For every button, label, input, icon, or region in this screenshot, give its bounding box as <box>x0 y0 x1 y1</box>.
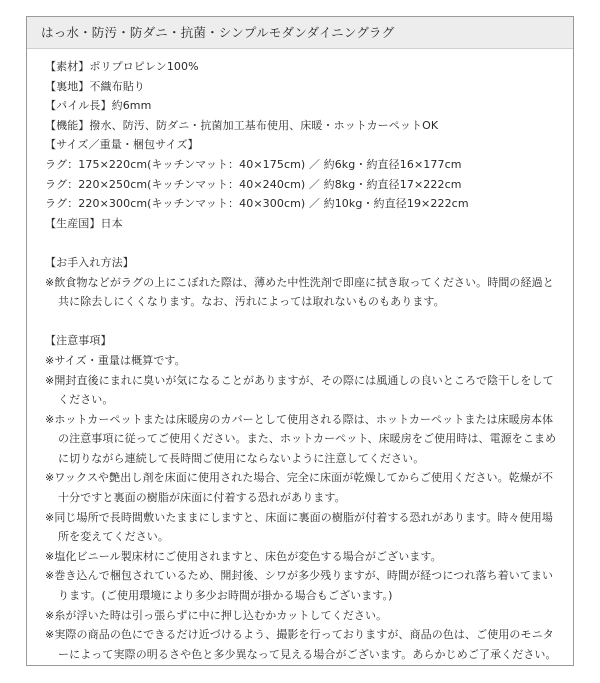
spec-backing: 【裏地】不織布貼り <box>45 79 145 93</box>
notes-heading: 【注意事項】 <box>45 334 112 348</box>
note-item: ※巻き込んで梱包されているため、開封後、シワが多少残りますが、時間が経つにつれ落ち着いてまいります。(ご使用環境により多少お時間が掛かる場合もございます。) <box>45 569 554 603</box>
panel-title: はっ水・防汚・防ダニ・抗菌・シンプルモダンダイニングラグ <box>27 17 573 49</box>
spec-origin: 【生産国】日本 <box>45 216 123 230</box>
panel-body <box>27 49 573 664</box>
spec-function: 【機能】撥水、防汚、防ダニ・抗菌加工基布使用、床暖・ホットカーペットOK <box>45 118 439 132</box>
note-item: ※ホットカーペットまたは床暖房のカバーとして使用される際は、ホットカーペットまたは床暖房本体の注意事項に従ってご使用ください。また、ホットカーペット、床暖房をご使用時は、電源をこまめに切りながら連続して長時間ご使用にならないように注意してください。 <box>45 412 557 465</box>
note-item: ※サイズ・重量は概算です。 <box>45 353 186 367</box>
spec-material: 【素材】ポリプロピレン100% <box>45 60 199 73</box>
note-item: ※ワックスや艶出し剤を床面に使用された場合、完全に床面が乾燥してからご使用ください。乾燥が不十分ですと裏面の樹脂が床面に付着する恐れがあります。 <box>45 471 554 505</box>
care-text: ※飲食物などがラグの上にこぼれた際は、薄めた中性洗剤で即座に拭き取ってください。時間の経過と共に除去しにくくなります。なお、汚れによっては取れないものもあります。 <box>45 275 554 309</box>
note-item: ※塩化ビニール製床材にご使用されますと、床色が変色する場合がございます。 <box>45 549 442 563</box>
note-item: ※開封直後にまれに臭いが気になることがありますが、その際には風通しの良いところで陰干しをしてください。 <box>45 373 554 407</box>
product-info-panel <box>26 16 574 666</box>
note-item: ※糸が浮いた時は引っ張らずに中に押し込むかカットしてください。 <box>45 608 388 622</box>
note-item: ※実際の商品の色にできるだけ近づけるよう、撮影を行っておりますが、商品の色は、ご使用のモニターによって実際の明るさや色と多少異なって見える場合がございます。あらかじめご了承ください。 <box>45 628 557 661</box>
spec-pile-length: 【パイル長】約6mm <box>45 99 152 113</box>
spec-size-2: ラグ：220×250cm(キッチンマット：40×240cm) ／ 約8kg・約直径17×222cm <box>45 177 462 191</box>
care-heading: 【お手入れ方法】 <box>45 255 134 269</box>
note-item: ※同じ場所で長時間敷いたままにしますと、床面に裏面の樹脂が付着する恐れがあります。時々使用場所を変えてください。 <box>45 510 553 544</box>
spec-size-heading: 【サイズ／重量・梱包サイズ】 <box>45 138 199 152</box>
spec-size-1: ラグ：175×220cm(キッチンマット：40×175cm) ／ 約6kg・約直径16×177cm <box>45 157 462 171</box>
spec-size-3: ラグ：220×300cm(キッチンマット：40×300cm) ／ 約10kg・約直径19×222cm <box>45 197 469 211</box>
